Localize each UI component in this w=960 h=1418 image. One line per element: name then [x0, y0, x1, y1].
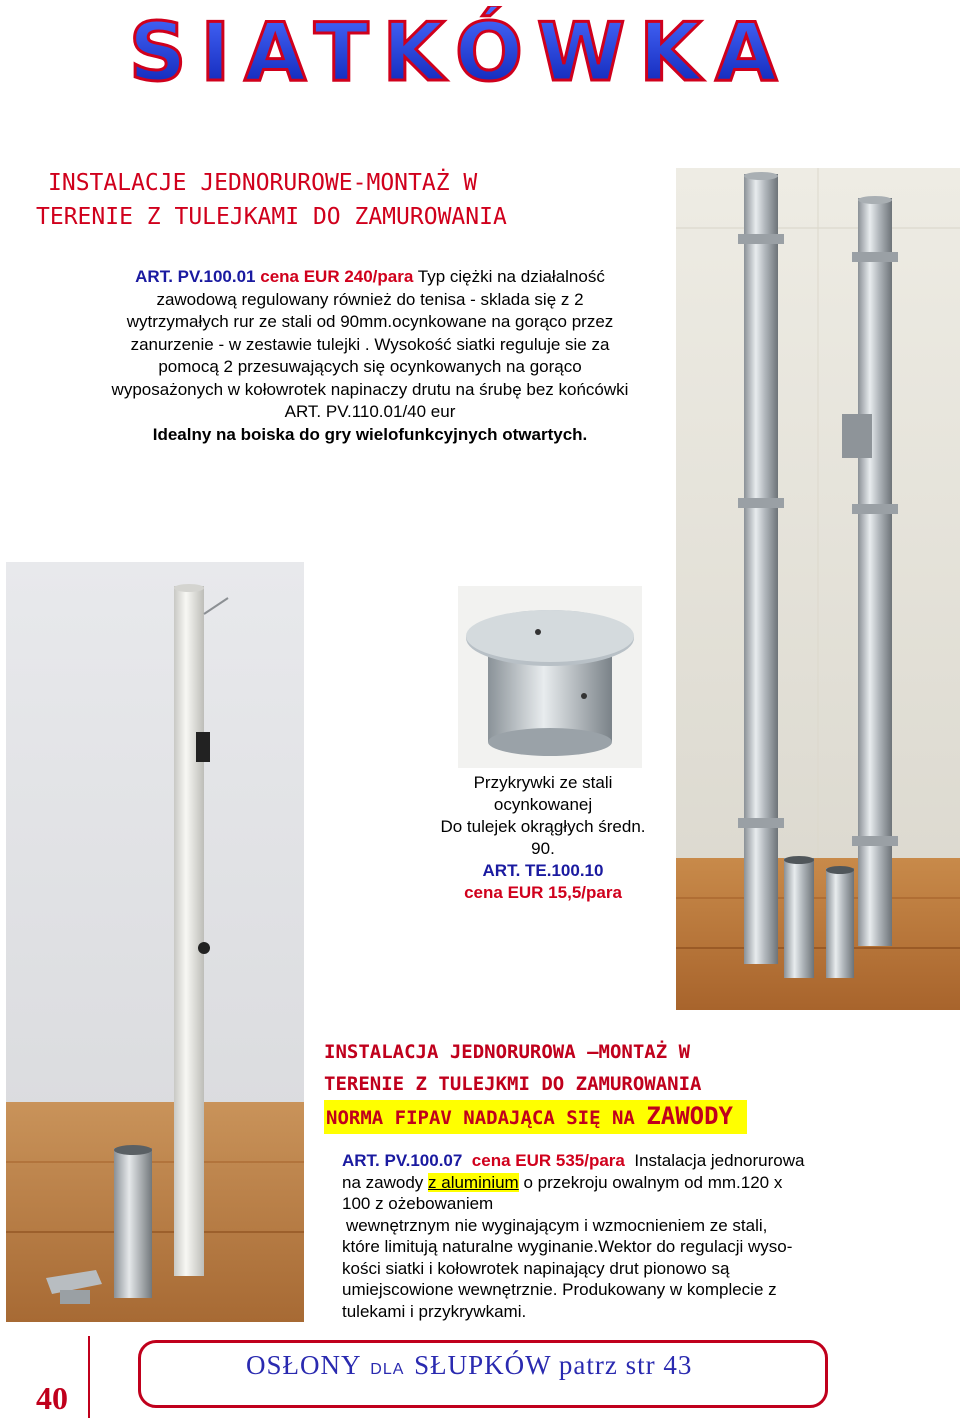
photo-steel-poles	[676, 168, 960, 1010]
section1-text: ART. PV.110.01/40 eur	[284, 402, 456, 421]
section1-price: cena EUR 240/para	[260, 267, 414, 286]
section2-text: o przekroju owalnym od mm.120 x	[523, 1172, 783, 1192]
cross-reference-small: DLA	[370, 1361, 405, 1378]
caption-text: Do tulejek okrągłych średn.	[440, 817, 646, 836]
section2-heading-line1: INSTALACJA JEDNORUROWA –MONTAŻ W	[324, 1041, 691, 1063]
section1-text: wytrzymałych rur ze stali od 90mm.ocynkowane na gorąco przez	[126, 312, 614, 331]
norma-banner	[324, 1100, 747, 1134]
caption-text: ocynkowanej	[493, 795, 593, 814]
cross-reference-part1: OSŁONY	[246, 1350, 361, 1380]
section1-heading-line2: TERENIE Z TULEJKAMI DO ZAMUROWANIA	[36, 204, 507, 230]
aluminium-highlight: z aluminium	[428, 1172, 519, 1192]
section1-description	[60, 266, 680, 446]
caption-text: 90.	[531, 839, 555, 858]
section2-text: 100 z ożebowaniem	[342, 1194, 494, 1213]
caption-price: cena EUR 15,5/para	[464, 883, 622, 902]
section2-text: tulekami i przykrywkami.	[342, 1301, 527, 1321]
photo-cover-cap	[458, 586, 642, 768]
section1-text: wyposażonych w kołowrotek napinaczy drutu na śrubę bez końcówki	[111, 379, 629, 399]
section1-heading	[36, 166, 656, 234]
section2-text: kości siatki i kołowrotek napinający drut pionowo są	[342, 1258, 730, 1278]
section2-description	[342, 1150, 854, 1322]
cover-caption	[412, 772, 674, 904]
section1-heading-line1: INSTALACJE JEDNORUROWE-MONTAŻ W	[48, 170, 478, 196]
section1-text-bold: Idealny na boiska do gry wielofunkcyjnych otwartych.	[152, 424, 588, 444]
section1-text: zawodową regulowany również do tenisa - sklada się z 2	[156, 289, 584, 309]
section2-text: na zawody	[342, 1172, 424, 1192]
section2-text: Instalacja jednorurowa	[634, 1151, 805, 1170]
section1-art: ART. PV.100.01	[135, 267, 256, 286]
section2-text: wewnętrznym nie wyginającym i wzmocnieniem ze stali,	[346, 1215, 768, 1235]
section2-heading-line2: TERENIE Z TULEJKMI DO ZAMUROWANIA	[324, 1073, 702, 1095]
caption-text: Przykrywki ze stali	[473, 773, 613, 792]
norma-big-text: ZAWODY	[646, 1102, 734, 1130]
page-title-logo	[100, 6, 820, 96]
norma-text: NORMA FIPAV NADAJĄCA SIĘ NA	[326, 1107, 635, 1129]
cross-reference-text	[246, 1350, 692, 1381]
section2-text: umiejscowione wewnętrznie. Produkowany w komplecie z	[342, 1280, 777, 1299]
photo-aluminium-pole	[6, 562, 304, 1322]
page-title-text: SIATKÓWKA	[128, 6, 792, 96]
section1-text: Typ ciężki na działalność	[417, 267, 605, 286]
cross-reference-part2: SŁUPKÓW patrz str 43	[414, 1350, 693, 1380]
page-side-rule	[88, 1336, 90, 1418]
section2-text: które limitują naturalne wyginanie.Wektor do regulacji wyso-	[342, 1237, 793, 1256]
section1-text: zanurzenie - w zestawie tulejki . Wysokość siatki reguluje sie za	[130, 334, 610, 354]
page-number: 40	[36, 1380, 68, 1416]
section1-text: pomocą 2 przesuwających się ocynkowanych na gorąco	[158, 357, 582, 376]
section2-heading	[324, 1036, 884, 1134]
section2-art: ART. PV.100.07	[342, 1151, 463, 1170]
caption-art: ART. TE.100.10	[482, 861, 604, 880]
section2-price: cena EUR 535/para	[471, 1151, 625, 1170]
